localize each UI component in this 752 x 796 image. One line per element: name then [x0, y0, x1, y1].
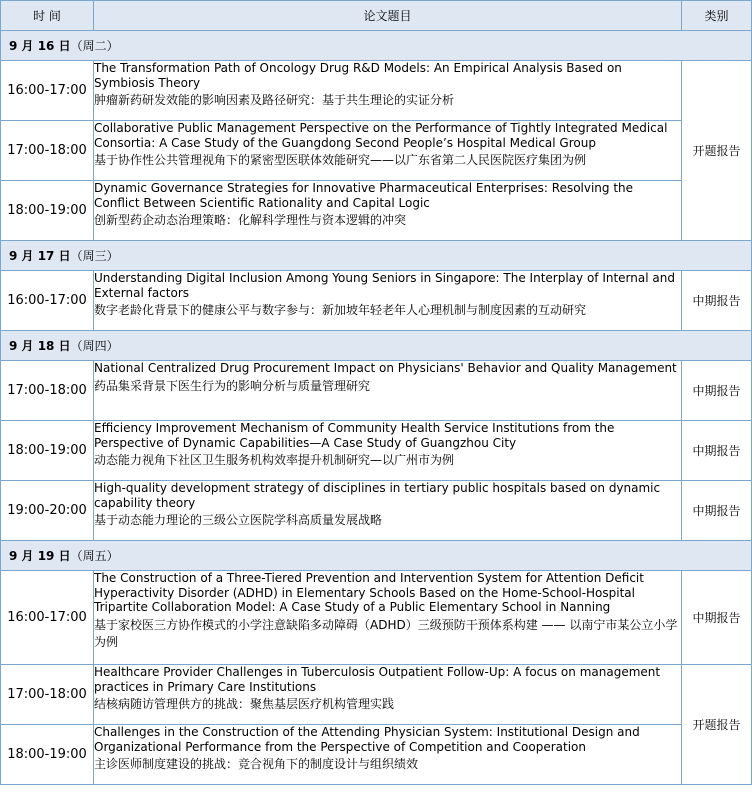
topic-chinese: 肿瘤新药研发效能的影响因素及路径研究：基于共生理论的实证分析: [94, 93, 455, 108]
session-row: [1, 421, 752, 481]
day-weekday: （周四）: [70, 339, 119, 353]
topic-chinese: 药品集采背景下医生行为的影响分析与质量管理研究: [94, 378, 371, 393]
session-topic: [94, 665, 682, 725]
day-header: [1, 541, 752, 571]
session-time: 18:00-19:00: [1, 725, 94, 785]
session-row: [1, 481, 752, 541]
session-row: [1, 361, 752, 421]
topic-english: Dynamic Governance Strategies for Innovative Pharmaceutical Enterprises: Resolving the Conflict Between Scientific Rationality and Capital Logic: [94, 181, 634, 210]
day-header-row: [1, 331, 752, 361]
day-weekday: （周二）: [70, 39, 119, 53]
session-topic: [94, 361, 682, 421]
day-header-row: [1, 541, 752, 571]
session-category: 开题报告: [682, 665, 752, 785]
session-row: [1, 181, 752, 241]
topic-chinese: 数字老龄化背景下的健康公平与数字参与：新加坡年轻老年人心理机制与制度因素的互动研究: [94, 303, 587, 318]
header-topic: 论文题目: [94, 1, 682, 31]
day-header-row: [1, 31, 752, 61]
topic-english: The Construction of a Three-Tiered Prevention and Intervention System for Attention Deficit Hyperactivity Disorder (ADHD) in Elementary Schools Based on the Home-School-Hospital Tripartite Collaboration Model: A Case Study of a Public Elementary School in Nanning: [94, 571, 644, 615]
session-category: 中期报告: [682, 271, 752, 331]
session-topic: [94, 61, 682, 121]
session-category: 中期报告: [682, 571, 752, 665]
topic-chinese: 结核病随访管理供方的挑战：聚焦基层医疗机构管理实践: [94, 697, 395, 712]
session-row: [1, 121, 752, 181]
session-topic: [94, 271, 682, 331]
day-date: 9 月 17 日: [9, 249, 71, 263]
session-time: 18:00-19:00: [1, 181, 94, 241]
session-topic: [94, 421, 682, 481]
topic-english: Efficiency Improvement Mechanism of Community Health Service Institutions from the Perspective of Dynamic Capabilities—A Case Study of Guangzhou City: [94, 421, 615, 450]
topic-chinese: 基于家校医三方协作模式的小学注意缺陷多动障碍（ADHD）三级预防干预体系构建 —— 以南宁市某公立小学为例: [94, 617, 678, 649]
session-time: 17:00-18:00: [1, 665, 94, 725]
topic-english: Collaborative Public Management Perspective on the Performance of Tightly Integrated Medical Consortia: A Case Study of the Guangdong Second People’s Hospital Medical Group: [94, 121, 668, 150]
session-topic: [94, 571, 682, 665]
session-row: [1, 61, 752, 121]
topic-chinese: 基于协作性公共管理视角下的紧密型医联体效能研究——以广东省第二人民医院医疗集团为例: [94, 153, 587, 168]
day-weekday: （周三）: [70, 249, 119, 263]
topic-english: National Centralized Drug Procurement Impact on Physicians' Behavior and Quality Management: [94, 361, 677, 375]
session-category: 中期报告: [682, 481, 752, 541]
topic-english: Understanding Digital Inclusion Among Young Seniors in Singapore: The Interplay of Internal and External factors: [94, 271, 675, 300]
session-topic: [94, 181, 682, 241]
session-topic: [94, 725, 682, 785]
session-time: 19:00-20:00: [1, 481, 94, 541]
session-row: [1, 571, 752, 665]
session-row: [1, 665, 752, 725]
topic-chinese: 基于动态能力理论的三级公立医院学科高质量发展战略: [94, 513, 383, 528]
day-header-row: [1, 241, 752, 271]
session-topic: [94, 121, 682, 181]
header-row: [1, 1, 752, 31]
topic-english: Challenges in the Construction of the Attending Physician System: Institutional Design and Organizational Performance from the Perspective of Competition and Cooperation: [94, 725, 640, 754]
session-row: [1, 725, 752, 785]
day-date: 9 月 16 日: [9, 39, 71, 53]
topic-chinese: 主诊医师制度建设的挑战：竞合视角下的制度设计与组织绩效: [94, 757, 419, 772]
topic-english: High-quality development strategy of disciplines in tertiary public hospitals based on dynamic capability theory: [94, 481, 661, 510]
session-time: 18:00-19:00: [1, 421, 94, 481]
session-time: 16:00-17:00: [1, 271, 94, 331]
day-header: [1, 331, 752, 361]
topic-chinese: 创新型药企动态治理策略：化解科学理性与资本逻辑的冲突: [94, 213, 407, 228]
session-category: 中期报告: [682, 361, 752, 421]
day-header: [1, 31, 752, 61]
header-time: 时 间: [1, 1, 94, 31]
session-time: 17:00-18:00: [1, 361, 94, 421]
day-date: 9 月 19 日: [9, 549, 71, 563]
session-category: 开题报告: [682, 61, 752, 241]
session-row: [1, 271, 752, 331]
topic-english: Healthcare Provider Challenges in Tuberculosis Outpatient Follow-Up: A focus on management practices in Primary Care Institutions: [94, 665, 661, 694]
header-category: 类别: [682, 1, 752, 31]
topic-chinese: 动态能力视角下社区卫生服务机构效率提升机制研究—以广州市为例: [94, 453, 455, 468]
session-topic: [94, 481, 682, 541]
day-weekday: （周五）: [70, 549, 119, 563]
session-time: 17:00-18:00: [1, 121, 94, 181]
session-time: 16:00-17:00: [1, 571, 94, 665]
topic-english: The Transformation Path of Oncology Drug R&D Models: An Empirical Analysis Based on Symbiosis Theory: [94, 61, 622, 90]
day-date: 9 月 18 日: [9, 339, 71, 353]
session-time: 16:00-17:00: [1, 61, 94, 121]
session-category: 中期报告: [682, 421, 752, 481]
day-header: [1, 241, 752, 271]
